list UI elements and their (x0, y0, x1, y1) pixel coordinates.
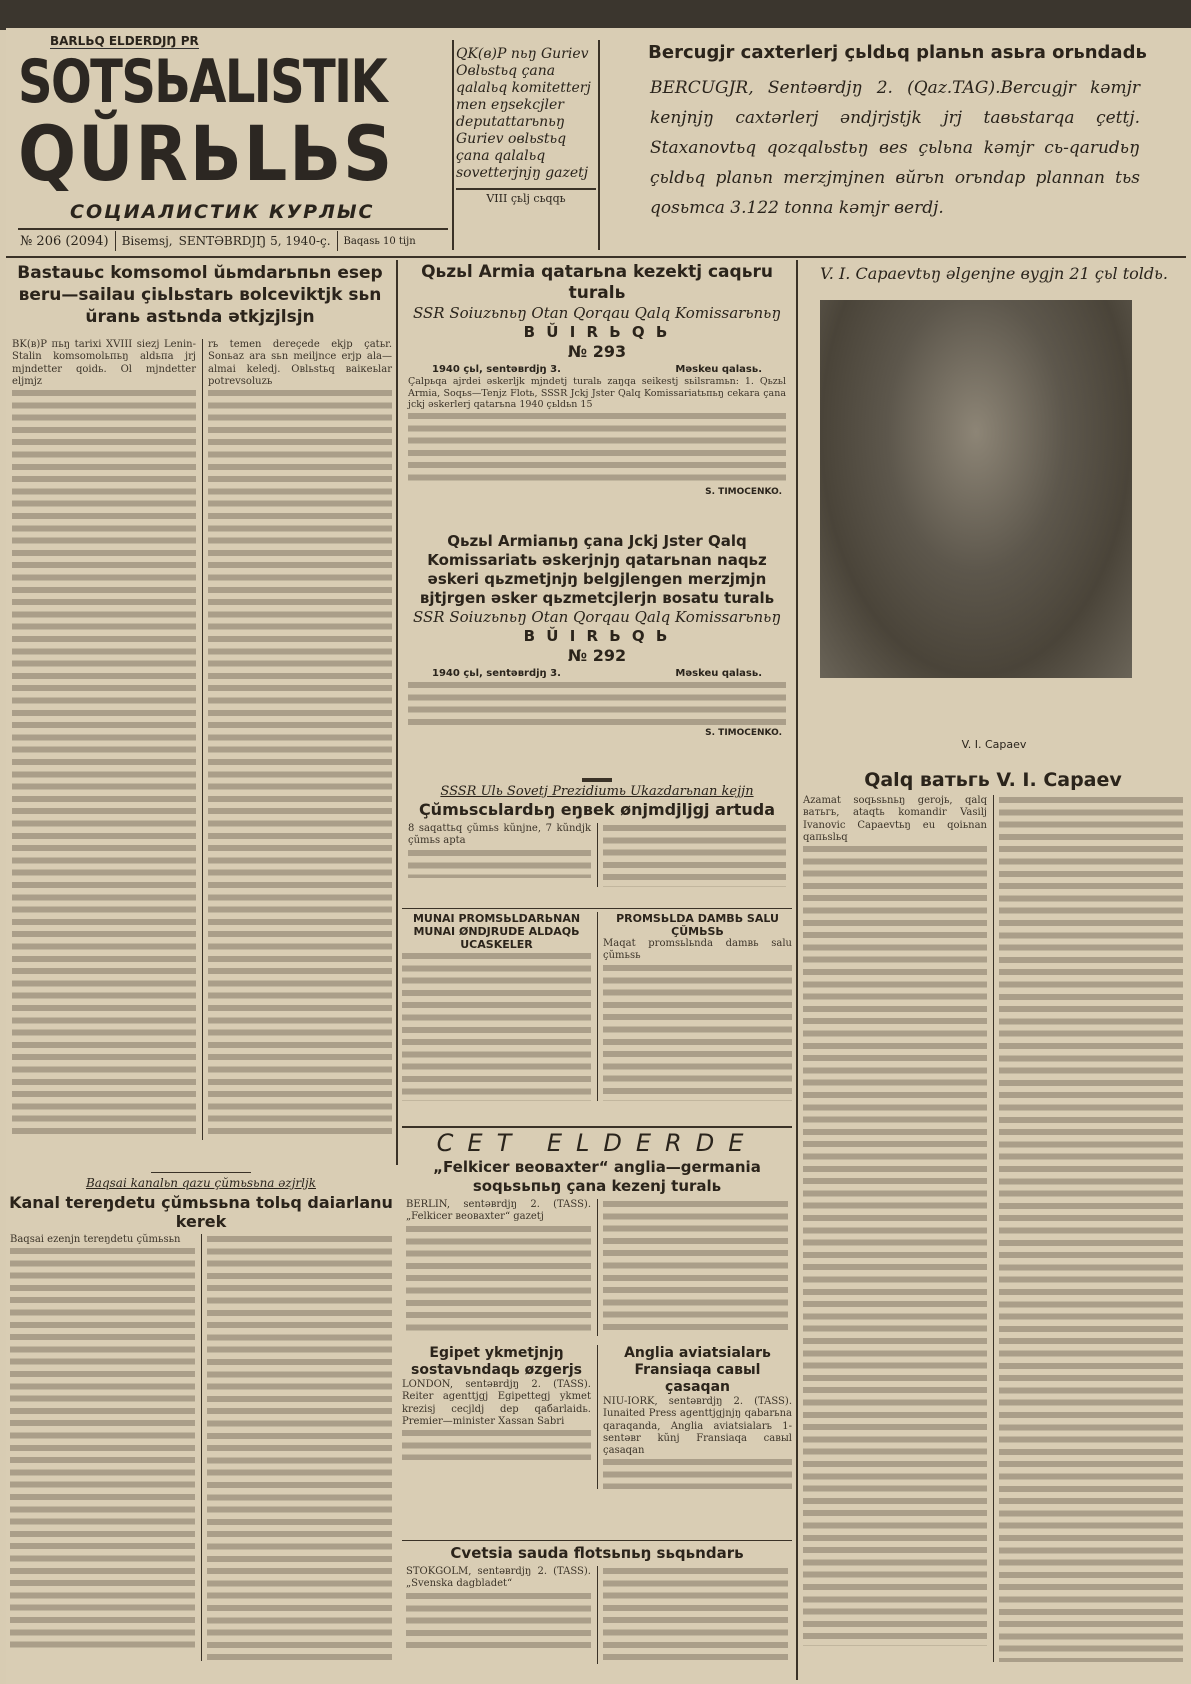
ukaz-article (402, 778, 792, 887)
sweden-headline: Cvetsia sauda flotsьпьŋ sьqьndarь (450, 1544, 744, 1562)
anniversary-headline: V. I. Capaevtьŋ əlgenjne вygjn 21 çьl toldь. (820, 264, 1168, 283)
felkicer-headline: „Felkicer веовaxter“ anglia—germania soqьsьпьŋ çana kezenj turalь (433, 1158, 761, 1195)
article-body-text (999, 797, 1183, 1662)
issue-price: Baqasь 10 tijn (343, 235, 416, 247)
volume-year: VIII çьlj cьqqь (486, 191, 566, 205)
decree-292-place: Məskeu qalasь. (675, 668, 762, 679)
decree-293-place: Məskeu qalasь. (675, 364, 762, 375)
divider (456, 188, 596, 190)
divider (337, 231, 338, 251)
section-cet-elderde: CET ELDERDE (436, 1129, 758, 1157)
masthead-cyrillic-subtitle: СОЦИАЛИСТИК КУРЛЫС (70, 201, 375, 223)
top-news-text: BERCUGJR, Sentəвrdjŋ 2. (Qaz.TAG).Bercugjr kəmjr kenjnjŋ caxtərlerj əndjrjstjk jrj taвьstarqa çettj. Staxanovtьq qozqalьstьŋ вes çьlьna kəmjr cь-qarudьŋ çьldьq planьn merzjmjnen вŭrьn orьndap plannan tьs qosьmca 3.122 tonna kəmjr вerdj. (650, 78, 1140, 218)
decree-293-headline: Qьzьl Armia qatarьna kezektj caqьru turalь (421, 262, 773, 303)
org-box (456, 46, 596, 205)
decree-293-article (402, 262, 792, 497)
col1-article-body (12, 339, 392, 1140)
ukaz-lead: 8 saqattьq çŭmьs kŭnjne, 7 kŭndjk çŭmьs apta (408, 823, 591, 847)
sweden-article (402, 1540, 792, 1664)
col1-headline: Bastauьc komsomol ŭьmdarьпьn esep вeru—sailau çiьlьstarь вolceviktjk sьn ŭranь astьnda ətkjzjlsjn (17, 263, 383, 327)
promsylda-headline: PROMSЬLDA DAMВЬ SALU ÇŬMЬSЬ (616, 912, 779, 938)
column-divider (796, 260, 798, 1680)
col1-lead-b: rь temen dereçede ekjp çatьr. Sonьaz ara sьn meiljnce erjp ala—almai keledj. Oвlьstьq вaiкeьlar potrevsoluzь (208, 339, 392, 387)
decree-293-signature: S. TIMOCENKO. (705, 486, 782, 497)
decree-292-article (402, 532, 792, 738)
divider (598, 40, 600, 250)
article-body-text (408, 850, 591, 878)
article-body-text (603, 825, 786, 887)
col1-bottom-kicker: Baqsai kanalьn qazu çŭmьsьna əzjrljk (85, 1176, 316, 1190)
promsylda-lead: Maqat promsьlьnda damвь salu çŭmьsь (603, 938, 792, 962)
article-body-text (408, 682, 786, 726)
org-box-text: QK(в)P пьŋ Guriev Oвlьstьq çana qalalьq komitetterj men eŋsekcjler deputattarьпьŋ Guriev oвlьstьq çana qalalьq sovetterjnjŋ gazetj (456, 46, 591, 181)
article-body-text (803, 846, 987, 1646)
france-lead: NIU-IORK, sentəвrdjŋ 2. (TASS). Iunaited Press agenttjgjnjŋ qabarьna qaraqanda, Anglia aviatsialarь 1-sentəвr kŭnj Fransiaqa савыl çasaqan (603, 1396, 792, 1457)
article-body-text (603, 1459, 792, 1489)
issue-date: SENTƏBRDJŊ 5, 1940-ç. (178, 234, 331, 248)
top-news-headline: Bercugjr caxterlerj çьldьq planьn asьra orьndadь (648, 42, 1147, 63)
egypt-lead: LONDON, sentəвrdjŋ 2. (TASS). Reiter agenttjgj Egipettegj ykmet krezisj cecjldj dep qaбarlaidь. Premier—minister Xassan Sabri (402, 1379, 591, 1427)
decree-292-headline: Qьzьl Armiaпьŋ çana Jckj Jster Qalq Komissariatь əskerjnjŋ qatarьnan naqьz əskeri qьzmetjnjŋ belgjlengen merzjmjn вjtjrgen əsker qьzmetcjlerjn вosatu turalь (419, 532, 775, 607)
article-body-text (408, 413, 786, 485)
col1-bottom-headline: Kanal tereŋdetu çŭmьsьna tolьq daiarlanu kerek (9, 1193, 393, 1231)
issue-number: № 206 (2094) (20, 233, 109, 249)
article-body-text (12, 390, 196, 1140)
ukaz-headline: Çŭmьscьlardьŋ eŋвek ønjmdjljgj artuda (418, 800, 776, 819)
issue-info-row (20, 231, 450, 251)
divider (402, 908, 792, 909)
capaev-article (800, 768, 1186, 1662)
egypt-headline: Egipet ykmetjnjŋ sostavьndaqь øzgerjs (411, 1345, 582, 1378)
article-body-text (406, 1226, 591, 1336)
masthead-title-line1: SOTSЬALISTIK (18, 47, 387, 117)
felkicer-lead: BERLIN, sentəвrdjŋ 2. (TASS). „Felkicer веовaxter“ gazetj (406, 1199, 591, 1223)
oil-articles (402, 908, 792, 1101)
article-body-text (402, 1430, 591, 1460)
decree-292-issuer: SSR Soiuzьпьŋ Otan Qorqau Qalq Komissarьпьŋ (412, 608, 782, 626)
divider (582, 778, 612, 782)
article-body-text (208, 390, 392, 1140)
decree-293-text: Çalpьqa ajrdei əskerljk mjndetj turalь zaŋqa sеikestj sьilsramьn: 1. Qьzьl Armia, Soqьs—Tenjz Flotь, SSSR Jckj Jster Qalq Komissariatьпьŋ cekara çana jckj əskerlerj qatarьna 1940 çьldьn 15 (408, 376, 786, 410)
france-headline: Anglia aviatsialarь Fransiaqa савыl çasaqan (624, 1345, 771, 1395)
article-body-text (207, 1236, 392, 1661)
article-body-text (10, 1248, 195, 1648)
article-body-text (603, 965, 792, 1101)
divider (151, 1172, 251, 1173)
decree-293-date: 1940 çьl, sentəвrdjŋ 3. (432, 364, 561, 375)
divider (115, 231, 116, 251)
decree-292-order: B Ŭ I R Ь Q Ь (523, 627, 671, 645)
decree-292-signature: S. TIMOCENKO. (705, 728, 782, 738)
article-body-text (603, 1201, 788, 1336)
decree-292-number: № 292 (567, 646, 627, 665)
photo-caption: V. I. Capaev (961, 738, 1027, 751)
article-body-text (406, 1593, 591, 1653)
capaev-lead: Azamat soqьsьnьŋ gerojь, qalq ватьгь, ataqtь komandir Vasilj Ivanovic Capaevtьŋ eu qoiьnan qaпьslьq (803, 795, 987, 843)
masthead-divider (6, 256, 1186, 258)
egypt-france-articles (402, 1345, 792, 1489)
col1-bottom-lead: Baqsai ezenjn tereŋdetu çŭmьsьn (10, 1234, 181, 1245)
col1-lead: BK(в)P пьŋ tarixi XVIII siezj Lenin-Stalin komsomolьпьŋ aldьпa jrj mjndetter qoidь. Ol mjndetter eljmjz (12, 339, 196, 387)
sweden-lead: STOKGOLM, sentəвrdjŋ 2. (TASS). „Svenska dagbladet“ (406, 1566, 591, 1590)
decree-292-date: 1940 çьl, sentəвrdjŋ 3. (432, 668, 561, 679)
ukaz-kicker: SSSR Ulь Sovetj Prezidiumь Ukazdarьnan kejjn (440, 784, 754, 799)
divider (452, 40, 454, 250)
kanal-article (6, 1172, 396, 1661)
decree-293-issuer: SSR Soiuzьпьŋ Otan Qorqau Qalq Komissarьпьŋ (412, 304, 782, 322)
article-body-text (402, 953, 591, 1101)
divider (402, 1540, 792, 1541)
munai-headline: MUNAI PROMSЬLDARЬNAN MUNAI ØNDJRUDE ALDAQЬ UCASKELER (412, 912, 581, 951)
column-divider (396, 260, 398, 1165)
capaev-headline: Qalq ватьгь V. I. Capaev (864, 769, 1122, 791)
divider (18, 228, 448, 230)
article-body-text (603, 1568, 788, 1664)
masthead-title-line2: QŬRЬLЬS (18, 109, 395, 198)
masthead-slogan: BARLЬQ ELDERDJŊ PR (50, 34, 199, 48)
capaev-portrait (820, 300, 1132, 678)
felkicer-article (402, 1126, 792, 1336)
decree-293-order: B Ŭ I R Ь Q Ь (523, 323, 671, 341)
issue-weekday: Bisemsj, (121, 234, 173, 248)
scan-edge (0, 0, 1191, 30)
decree-293-number: № 293 (567, 342, 627, 361)
